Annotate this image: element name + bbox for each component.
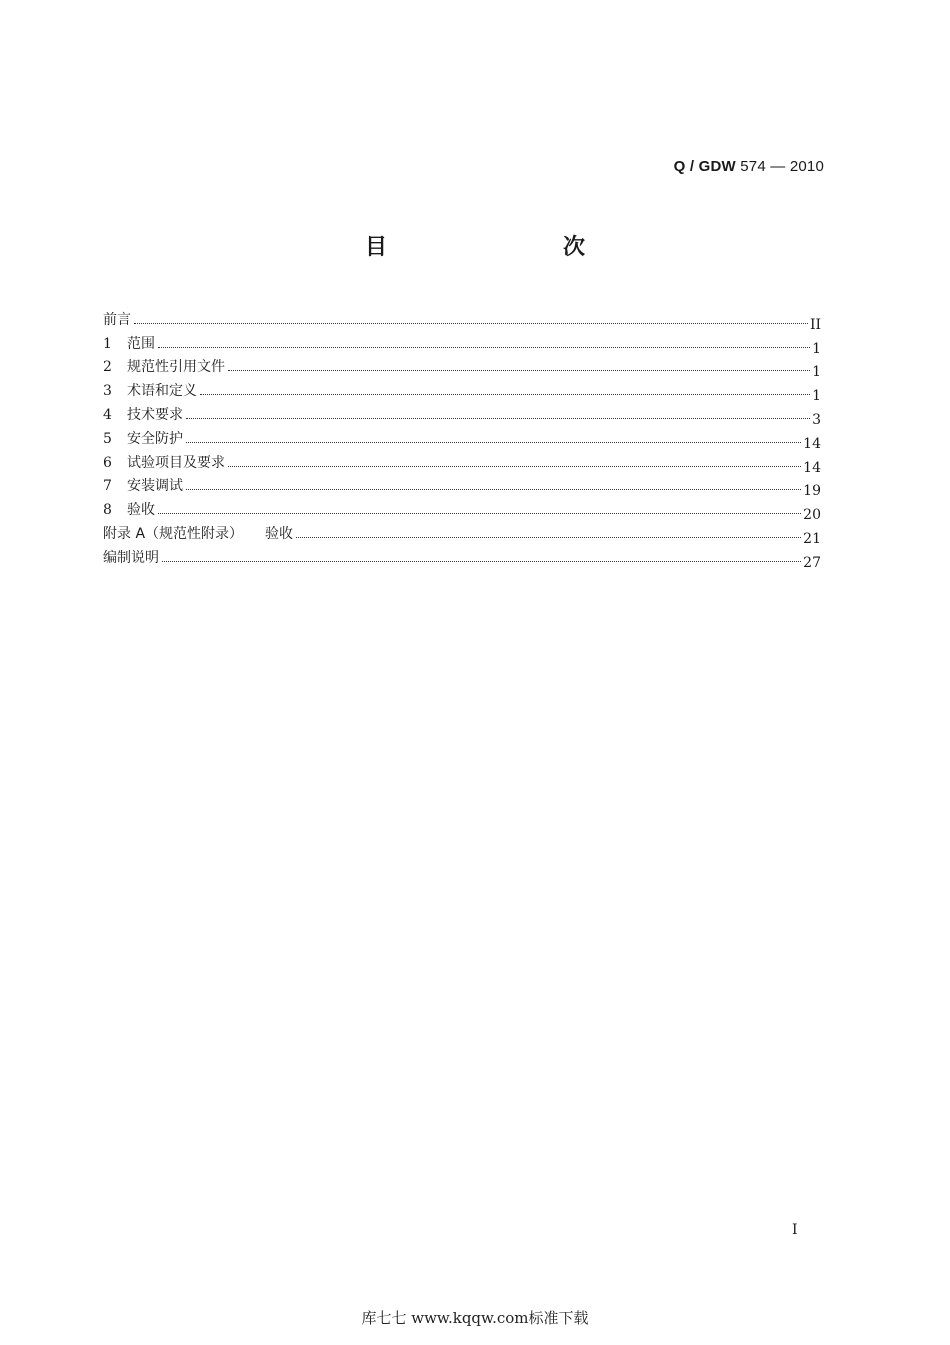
toc-entry-label: 编制说明 xyxy=(103,549,159,566)
toc-entry-page: 1 xyxy=(812,364,821,381)
toc-title: 目 次 xyxy=(364,235,629,260)
toc-dot-leader xyxy=(158,512,801,514)
toc-entry-label: 前言 xyxy=(103,311,131,328)
toc-entry-label: 安全防护 xyxy=(127,430,183,447)
toc-entry-number: 7 xyxy=(103,478,112,495)
toc-entry-page: 1 xyxy=(812,340,821,357)
toc-dot-leader xyxy=(158,346,810,348)
toc-entry[interactable] xyxy=(103,519,821,547)
toc-entry-number: 5 xyxy=(103,430,112,447)
page-number: I xyxy=(792,1222,798,1238)
toc-entry[interactable] xyxy=(103,448,821,476)
toc-entry-label-suffix: 验收 xyxy=(265,525,294,542)
toc-entry-label: 规范性引用文件 xyxy=(127,359,225,376)
table-of-contents xyxy=(103,305,821,571)
toc-entry-page: II xyxy=(809,316,821,333)
toc-dot-leader xyxy=(228,465,801,467)
toc-entry-label: 术语和定义 xyxy=(127,383,197,400)
toc-dot-leader xyxy=(200,393,810,395)
toc-entry-page: 14 xyxy=(803,435,821,452)
toc-entry[interactable] xyxy=(103,376,821,405)
toc-entry-label: 技术要求 xyxy=(127,406,183,423)
toc-dot-leader xyxy=(228,369,810,371)
toc-dot-leader xyxy=(186,488,801,490)
toc-entry-label: 范围 xyxy=(127,335,155,352)
toc-entry[interactable] xyxy=(103,400,821,428)
toc-entry[interactable] xyxy=(103,495,821,524)
toc-entry-page: 3 xyxy=(812,411,821,428)
toc-entry-number: 2 xyxy=(103,359,112,376)
toc-entry-label: 试验项目及要求 xyxy=(127,454,225,471)
toc-dot-leader xyxy=(162,560,801,562)
toc-dot-leader xyxy=(296,536,801,538)
toc-entry-page: 27 xyxy=(803,554,821,571)
toc-entry-number: 6 xyxy=(103,454,112,471)
standard-code xyxy=(674,158,824,175)
toc-entry-page: 1 xyxy=(812,388,821,405)
toc-entry-number: 8 xyxy=(103,502,112,519)
toc-dot-leader xyxy=(134,322,808,324)
toc-entry-page: 21 xyxy=(803,530,821,547)
toc-entry[interactable] xyxy=(103,329,821,357)
toc-entry-label: 附录 A（规范性附录） xyxy=(103,525,244,542)
toc-dot-leader xyxy=(186,441,801,443)
toc-dot-leader xyxy=(186,417,810,419)
toc-entry-number: 3 xyxy=(103,383,112,400)
toc-entry-page: 14 xyxy=(803,459,821,476)
standard-number: 574 — 2010 xyxy=(740,158,824,175)
toc-entry-number: 1 xyxy=(103,335,112,352)
toc-entry[interactable] xyxy=(103,472,821,500)
toc-entry-label: 验收 xyxy=(127,502,155,519)
standard-prefix: Q / GDW xyxy=(673,158,736,175)
toc-entry-page: 20 xyxy=(803,507,821,524)
toc-entry-label: 安装调试 xyxy=(127,478,183,495)
footer-watermark: 库七七 www.kqqw.com标准下载 xyxy=(361,1309,589,1327)
toc-entry[interactable] xyxy=(103,305,821,333)
toc-entry[interactable] xyxy=(103,543,821,571)
toc-entry-page: 19 xyxy=(803,483,821,500)
toc-entry[interactable] xyxy=(103,424,821,452)
toc-entry-number: 4 xyxy=(103,406,112,423)
toc-entry[interactable] xyxy=(103,353,821,381)
